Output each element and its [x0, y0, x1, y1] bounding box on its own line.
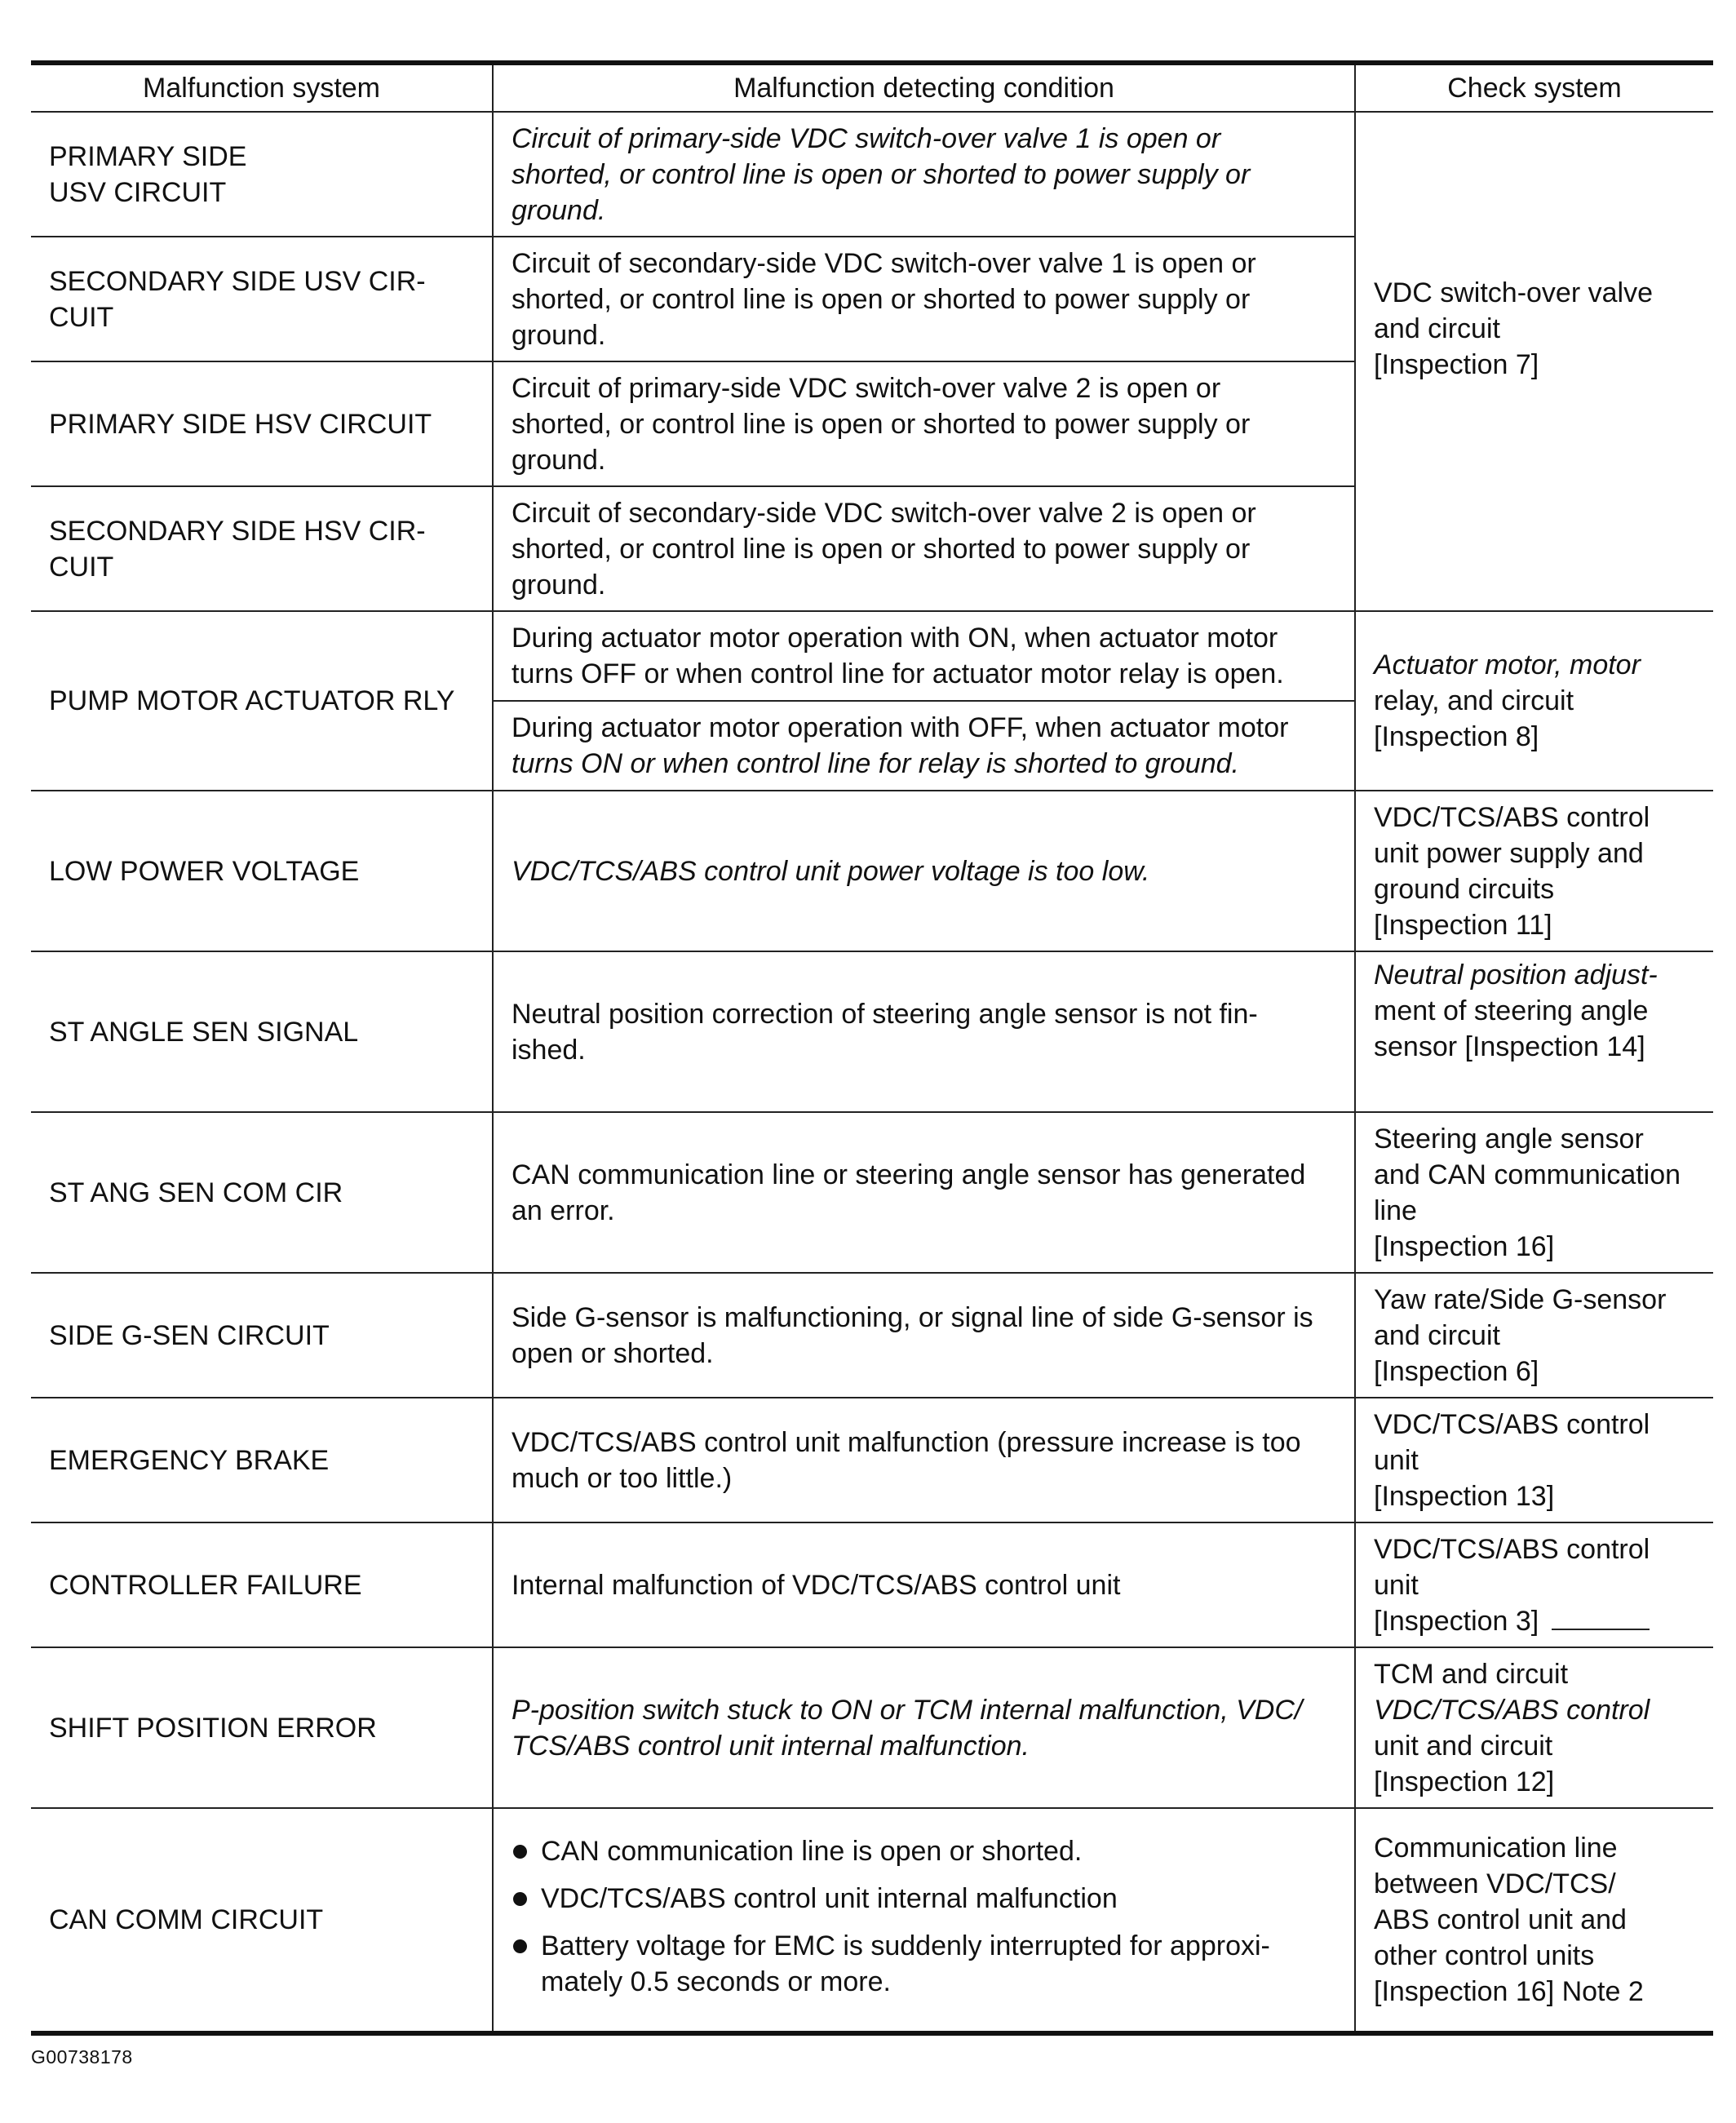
system-cell: [31, 237, 493, 361]
bullet-list: [512, 1833, 1340, 2000]
table-row: [31, 1522, 1713, 1647]
check-cell: [1355, 791, 1713, 951]
system-line: SECONDARY SIDE HSV CIR-: [49, 515, 426, 547]
check-cell: [1355, 951, 1713, 1112]
condition-line: shorted, or control line is open or shorted to power supply or: [512, 533, 1251, 565]
system-line: EMERGENCY BRAKE: [49, 1444, 330, 1476]
table-row: [31, 791, 1713, 951]
check-line: [Inspection 12]: [1374, 1766, 1555, 1797]
check-line: VDC switch-over valve: [1374, 277, 1653, 308]
check-line: [Inspection 6]: [1374, 1355, 1539, 1387]
table-row: [31, 951, 1713, 1112]
system-line: PUMP MOTOR ACTUATOR RLY: [49, 685, 455, 716]
condition-line: shorted, or control line is open or shorted to power supply or: [512, 408, 1251, 440]
table-row: [31, 112, 1713, 237]
check-cell: [1355, 1522, 1713, 1647]
check-line: between VDC/TCS/: [1374, 1868, 1616, 1899]
condition-line: During actuator motor operation with OFF, when actuator motor: [512, 712, 1289, 743]
condition-cell: [493, 112, 1355, 237]
condition-cell: [493, 237, 1355, 361]
condition-line: During actuator motor operation with ON, when actuator motor: [512, 623, 1278, 654]
condition-cell: [493, 1647, 1355, 1808]
system-line: PRIMARY SIDE HSV CIRCUIT: [49, 408, 432, 440]
condition-cell: [493, 1808, 1355, 2033]
check-line: VDC/TCS/ABS control: [1374, 801, 1650, 833]
condition-cell: [493, 1522, 1355, 1647]
condition-cell: [493, 1273, 1355, 1398]
check-line: ground circuits: [1374, 873, 1555, 905]
system-line: SIDE G-SEN CIRCUIT: [49, 1319, 330, 1351]
figure-id: G00738178: [31, 2046, 133, 2068]
condition-line: Internal malfunction of VDC/TCS/ABS control unit: [512, 1569, 1121, 1601]
system-cell: [31, 1647, 493, 1808]
check-cell-actuator: [1355, 611, 1713, 791]
condition-cell: [493, 1112, 1355, 1273]
table-row: [31, 1112, 1713, 1273]
table-row: [31, 1647, 1713, 1808]
bullet-icon: [513, 1892, 527, 1906]
check-line: and circuit: [1374, 1319, 1500, 1351]
condition-line: ground.: [512, 569, 606, 601]
bullet-icon: [513, 1939, 527, 1953]
condition-line: shorted, or control line is open or shorted to power supply or: [512, 283, 1251, 315]
system-line: CUIT: [49, 301, 114, 333]
system-cell: [31, 611, 493, 791]
condition-line: turns OFF or when control line for actuator motor relay is open.: [512, 658, 1284, 689]
malfunction-table: [31, 60, 1713, 2036]
system-line: ST ANG SEN COM CIR: [49, 1177, 343, 1208]
check-line: VDC/TCS/ABS control: [1374, 1533, 1650, 1565]
condition-line: much or too little.): [512, 1462, 733, 1494]
system-cell: [31, 361, 493, 486]
check-line: sensor [Inspection 14]: [1374, 1031, 1645, 1062]
check-line: [1374, 1603, 1705, 1639]
bullet-line: VDC/TCS/ABS control unit internal malfunction: [541, 1883, 1118, 1914]
check-line: Communication line: [1374, 1833, 1618, 1864]
bullet-line: mately 0.5 seconds or more.: [541, 1966, 891, 1997]
check-line: [Inspection 8]: [1374, 721, 1539, 752]
check-line: line: [1374, 1194, 1417, 1226]
check-line: [Inspection 7]: [1374, 349, 1539, 380]
system-line: USV CIRCUIT: [49, 176, 227, 208]
system-cell: [31, 1273, 493, 1398]
check-line: unit and circuit: [1374, 1730, 1553, 1762]
check-cell: [1355, 1398, 1713, 1522]
check-line-text: [Inspection 3]: [1374, 1605, 1539, 1637]
system-line: LOW POWER VOLTAGE: [49, 855, 360, 887]
condition-line: turns ON or when control line for relay is shorted to ground.: [512, 748, 1239, 779]
system-cell: [31, 1398, 493, 1522]
list-item: [512, 1833, 1340, 1869]
condition-line: Side G-sensor is malfunctioning, or signal line of side G-sensor is: [512, 1301, 1313, 1333]
table-header-row: [31, 63, 1713, 112]
header-check-system: Check system: [1355, 63, 1713, 112]
system-cell: [31, 1112, 493, 1273]
condition-line: ground.: [512, 444, 606, 476]
header-detecting-condition: Malfunction detecting condition: [493, 63, 1355, 112]
check-line: and CAN communication: [1374, 1159, 1681, 1190]
condition-line: CAN communication line or steering angle sensor has generated: [512, 1159, 1306, 1190]
check-line: unit: [1374, 1569, 1419, 1601]
system-cell: [31, 791, 493, 951]
condition-line: open or shorted.: [512, 1337, 714, 1369]
system-line: CONTROLLER FAILURE: [49, 1569, 362, 1601]
system-line: PRIMARY SIDE: [49, 140, 247, 172]
check-line: Steering angle sensor: [1374, 1123, 1644, 1155]
table-row: [31, 1398, 1713, 1522]
condition-line: Circuit of primary-side VDC switch-over valve 2 is open or: [512, 372, 1221, 404]
condition-line: Circuit of primary-side VDC switch-over valve 1 is open or: [512, 122, 1221, 154]
system-line: ST ANGLE SEN SIGNAL: [49, 1016, 359, 1048]
check-line: Neutral position adjust-: [1374, 960, 1658, 991]
check-line: Yaw rate/Side G-sensor: [1374, 1283, 1667, 1315]
check-line: relay, and circuit: [1374, 685, 1574, 716]
check-line: Actuator motor, motor: [1374, 649, 1641, 680]
check-line: [Inspection 13]: [1374, 1480, 1555, 1512]
condition-line: P-position switch stuck to ON or TCM internal malfunction, VDC/: [512, 1694, 1303, 1726]
check-line: unit power supply and: [1374, 837, 1644, 869]
check-cell: [1355, 1647, 1713, 1808]
bullet-line: CAN communication line is open or shorted.: [541, 1836, 1083, 1867]
condition-line: ished.: [512, 1034, 586, 1066]
condition-cell: [493, 361, 1355, 486]
header-malfunction-system: Malfunction system: [31, 63, 493, 112]
condition-line: an error.: [512, 1194, 615, 1226]
check-line: unit: [1374, 1444, 1419, 1476]
bullet-line: Battery voltage for EMC is suddenly interrupted for approxi-: [541, 1930, 1270, 1961]
check-line: other control units: [1374, 1940, 1595, 1971]
condition-cell: [493, 951, 1355, 1112]
condition-cell: [493, 701, 1355, 791]
condition-cell: [493, 1398, 1355, 1522]
check-line: [Inspection 16] Note 2: [1374, 1976, 1644, 2007]
condition-cell: [493, 611, 1355, 701]
system-cell: [31, 1808, 493, 2033]
check-line: TCM and circuit: [1374, 1658, 1569, 1690]
check-line: ment of steering angle: [1374, 995, 1649, 1026]
condition-line: VDC/TCS/ABS control unit malfunction (pressure increase is too: [512, 1426, 1301, 1458]
check-line: VDC/TCS/ABS control: [1374, 1408, 1650, 1440]
system-cell: [31, 951, 493, 1112]
condition-cell: [493, 791, 1355, 951]
table-row: [31, 611, 1713, 701]
handwritten-underline: [1552, 1629, 1650, 1630]
check-line: [Inspection 11]: [1374, 909, 1552, 941]
list-item: [512, 1881, 1340, 1917]
condition-line: VDC/TCS/ABS control unit power voltage is too low.: [512, 855, 1150, 887]
system-line: SHIFT POSITION ERROR: [49, 1712, 377, 1744]
condition-line: Circuit of secondary-side VDC switch-over valve 2 is open or: [512, 497, 1256, 529]
bullet-icon: [513, 1845, 527, 1859]
condition-line: ground.: [512, 319, 606, 351]
system-line: CUIT: [49, 551, 114, 583]
table-row: [31, 1273, 1713, 1398]
condition-line: TCS/ABS control unit internal malfunction.: [512, 1730, 1030, 1762]
system-cell: [31, 1522, 493, 1647]
check-cell: [1355, 1808, 1713, 2033]
check-cell-vdc-valve: [1355, 112, 1713, 611]
check-line: and circuit: [1374, 313, 1500, 344]
table-row: [31, 1808, 1713, 2033]
condition-cell: [493, 486, 1355, 611]
condition-line: Neutral position correction of steering angle sensor is not fin-: [512, 998, 1258, 1030]
system-cell: [31, 112, 493, 237]
check-cell: [1355, 1112, 1713, 1273]
check-line: [Inspection 16]: [1374, 1230, 1555, 1262]
check-cell: [1355, 1273, 1713, 1398]
condition-line: ground.: [512, 194, 606, 226]
check-line: ABS control unit and: [1374, 1904, 1627, 1935]
condition-line: shorted, or control line is open or shorted to power supply or: [512, 158, 1251, 190]
system-line: SECONDARY SIDE USV CIR-: [49, 265, 426, 297]
check-line: VDC/TCS/ABS control: [1374, 1694, 1650, 1726]
condition-line: Circuit of secondary-side VDC switch-over valve 1 is open or: [512, 247, 1256, 279]
list-item: [512, 1928, 1340, 2000]
system-cell: [31, 486, 493, 611]
system-line: CAN COMM CIRCUIT: [49, 1904, 324, 1935]
